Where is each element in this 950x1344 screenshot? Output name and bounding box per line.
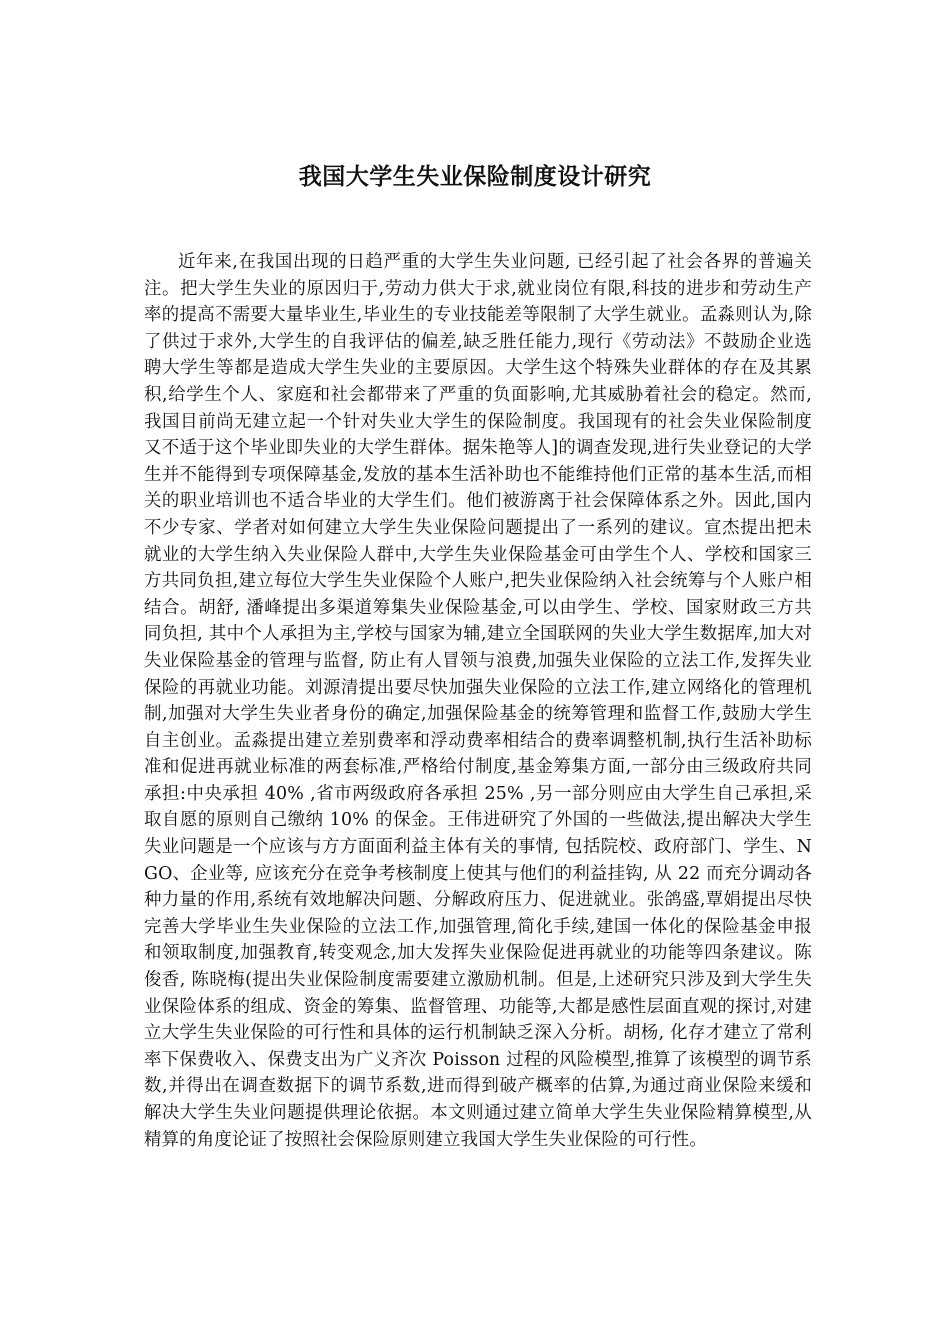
body-paragraph: 近年来,在我国出现的日趋严重的大学生失业问题, 已经引起了社会各界的普遍关注。把大学生失业的原因归于,劳动力供大于求,就业岗位有限,科技的进步和劳动生产率的提高不需要大量毕业生,毕业生的专业技能差等限制了大学生就业。孟淼则认为,除了供过于求外,大学生的自我评估的偏差,缺乏胜任能力,现行《劳动法》不鼓励企业选聘大学生等都是造成大学生失业的主要原因。大学生这个特殊失业群体的存在及其累积,给学生个人、家庭和社会都带来了严重的负面影响,尤其威胁着社会的稳定。然而,我国目前尚无建立起一个针对失业大学生的保险制度。我国现有的社会失业保险制度又不适于这个毕业即失业的大学生群体。据朱艳等人]的调查发现,进行失业登记的大学生并不能得到专项保障基金,发放的基本生活补助也不能维持他们正常的基本生活,而相关的职业培训也不适合毕业的大学生们。他们被游离于社会保障体系之外。因此,国内不少专家、学者对如何建立大学生失业保险问题提出了一系列的建议。宣杰提出把未就业的大学生纳入失业保险人群中,大学生失业保险基金可由学生个人、学校和国家三方共同负担,建立每位大学生失业保险个人账户,把失业保险纳入社会统筹与个人账户相结合。胡舒, 潘峰提出多渠道筹集失业保险基金,可以由学生、学校、国家财政三方共同负担, 其中个人承担为主,学校与国家为辅,建立全国联网的失业大学生数据库,加大对失业保险基金的管理与监督, 防止有人冒领与浪费,加强失业保险的立法工作,发挥失业保险的再就业功能。刘源清提出要尽快加强失业保险的立法工作,建立网络化的管理机制,加强对大学生失业者身份的确定,加强保险基金的统筹管理和监督工作,鼓励大学生自主创业。孟淼提出建立差别费率和浮动费率相结合的费率调整机制,执行生活补助标准和促进再就业标准的两套标准,严格给付制度,基金筹集方面,一部分由三级政府共同承担:中央承担 40% ,省市两级政府各承担 25% ,另一部分则应由大学生自己承担,采取自愿的原则自己缴纳 10% 的保金。王伟进研究了外国的一些做法,提出解决大学生失业问题是一个应该与方方面面利益主体有关的事情, 包括院校、政府部门、学生、NGO、企业等, 应该充分在竞争考核制度上使其与他们的利益挂钩, 从 22 而充分调动各种力量的作用,系统有效地解决问题、分解政府压力、促进就业。张鸽盛,覃娟提出尽快完善大学毕业生失业保险的立法工作,加强管理,简化手续,建国一体化的保险基金申报和领取制度,加强教育,转变观念,加大发挥失业保险促进再就业的功能等四条建议。陈俊香, 陈晓梅(提出失业保险制度需要建立激励机制。但是,上述研究只涉及到大学生失业保险体系的组成、资金的筹集、监督管理、功能等,大都是感性层面直观的探讨,对建立大学生失业保险的可行性和具体的运行机制缺乏深入分析。胡杨, 化存才建立了常利率下保费收入、保费支出为广义齐次 Poisson 过程的风险模型,推算了该模型的调节系数,并得出在调查数据下的调节系数,进而得到破产概率的估算,为通过商业保险来缓和解决大学生失业问题提供理论依据。本文则通过建立简单大学生失业保险精算模型,从精算的角度论证了按照社会保险原则建立我国大学生失业保险的可行性。 [144, 252, 812, 1150]
document-title: 我国大学生失业保险制度设计研究 [298, 164, 652, 190]
